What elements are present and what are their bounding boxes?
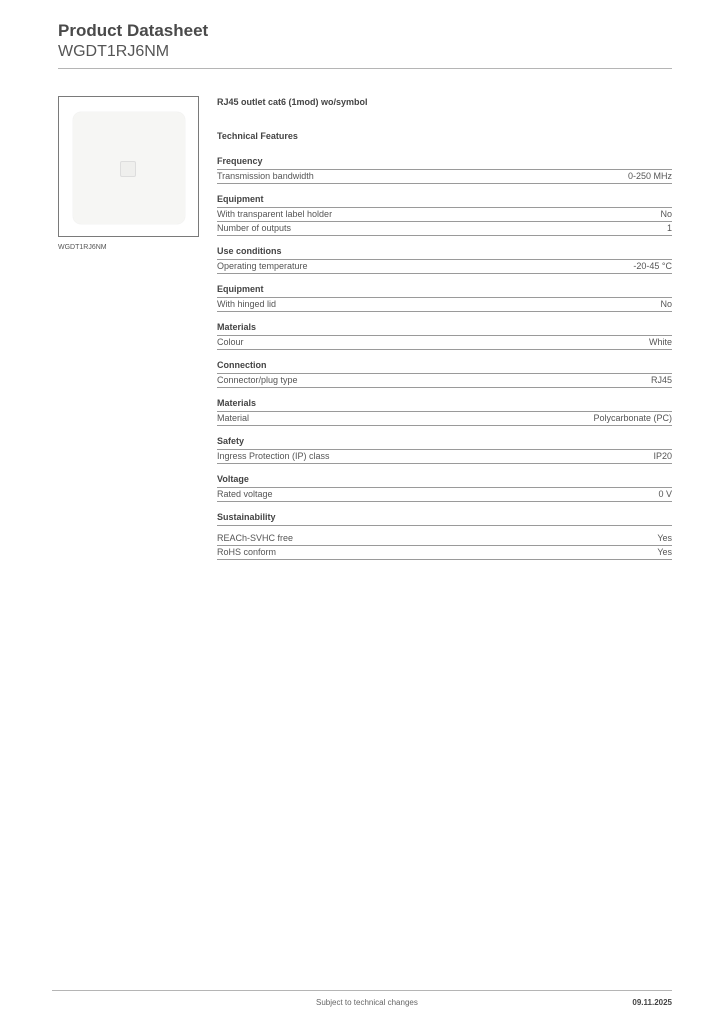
spec-row: [217, 450, 672, 464]
spec-value: White: [648, 337, 672, 347]
spec-group-safety: [217, 436, 672, 464]
spec-value: No: [660, 299, 672, 309]
spec-row: [217, 222, 672, 236]
footer-note: Subject to technical changes: [316, 998, 418, 1007]
spec-row: [217, 412, 672, 426]
spec-group-title: Safety: [217, 436, 672, 450]
spec-label: Material: [217, 413, 250, 423]
spec-row: [217, 170, 672, 184]
spec-group-title: Equipment: [217, 284, 672, 298]
spec-label: Colour: [217, 337, 244, 347]
spec-group-title: Materials: [217, 398, 672, 412]
product-image-caption: WGDT1RJ6NM: [58, 244, 107, 251]
spec-value: IP20: [653, 451, 672, 461]
spec-label: Connector/plug type: [217, 375, 298, 385]
product-image-frame: [58, 96, 199, 237]
spec-value: 1: [666, 223, 672, 233]
technical-features-heading: Technical Features: [217, 131, 298, 141]
product-name: RJ45 outlet cat6 (1mod) wo/symbol: [217, 97, 368, 107]
spec-group-equipment-lid: [217, 284, 672, 312]
rj45-socket-icon: [120, 161, 136, 177]
spec-row: [217, 488, 672, 502]
spec-group-voltage: [217, 474, 672, 502]
spec-group-connection: [217, 360, 672, 388]
spec-group-materials-material: [217, 398, 672, 426]
spec-value: RJ45: [650, 375, 672, 385]
spec-group-materials-colour: [217, 322, 672, 350]
spec-label: REACh-SVHC free: [217, 533, 294, 543]
spec-label: Ingress Protection (IP) class: [217, 451, 330, 461]
product-image: [73, 112, 185, 224]
spec-row: [217, 532, 672, 546]
spec-label: Rated voltage: [217, 489, 273, 499]
spec-value: Yes: [657, 547, 672, 557]
spec-group-sustainability: [217, 512, 672, 560]
spec-label: With hinged lid: [217, 299, 277, 309]
spec-row: [217, 336, 672, 350]
spec-label: Operating temperature: [217, 261, 308, 271]
footer-divider: [52, 990, 672, 991]
document-title: Product Datasheet: [58, 21, 209, 40]
spec-label: Number of outputs: [217, 223, 292, 233]
spec-value: 0-250 MHz: [627, 171, 672, 181]
spec-group-title: Voltage: [217, 474, 672, 488]
product-code: WGDT1RJ6NM: [58, 43, 170, 60]
header-divider: [58, 68, 672, 69]
spec-group-title: Connection: [217, 360, 672, 374]
spec-group-frequency: [217, 156, 672, 184]
spec-row: [217, 374, 672, 388]
spec-group-title: Use conditions: [217, 246, 672, 260]
spec-label: With transparent label holder: [217, 209, 333, 219]
spec-row: [217, 260, 672, 274]
spec-group-title: Materials: [217, 322, 672, 336]
document-header: [58, 20, 208, 62]
spec-group-title: Sustainability: [217, 512, 672, 526]
spec-value: Polycarbonate (PC): [593, 413, 672, 423]
spec-group-title: Equipment: [217, 194, 672, 208]
spec-row: [217, 298, 672, 312]
spec-label: RoHS conform: [217, 547, 277, 557]
spec-value: Yes: [657, 533, 672, 543]
spec-group-equipment: [217, 194, 672, 236]
spec-label: Transmission bandwidth: [217, 171, 314, 181]
spec-row: [217, 546, 672, 560]
spec-value: No: [660, 209, 672, 219]
spec-value: 0 V: [658, 489, 672, 499]
footer-date: 09.11.2025: [632, 998, 672, 1007]
spec-group-use-conditions: [217, 246, 672, 274]
spec-value: -20-45 °C: [633, 261, 672, 271]
spec-row: [217, 208, 672, 222]
spec-group-title: Frequency: [217, 156, 672, 170]
specification-panel: [217, 96, 672, 570]
